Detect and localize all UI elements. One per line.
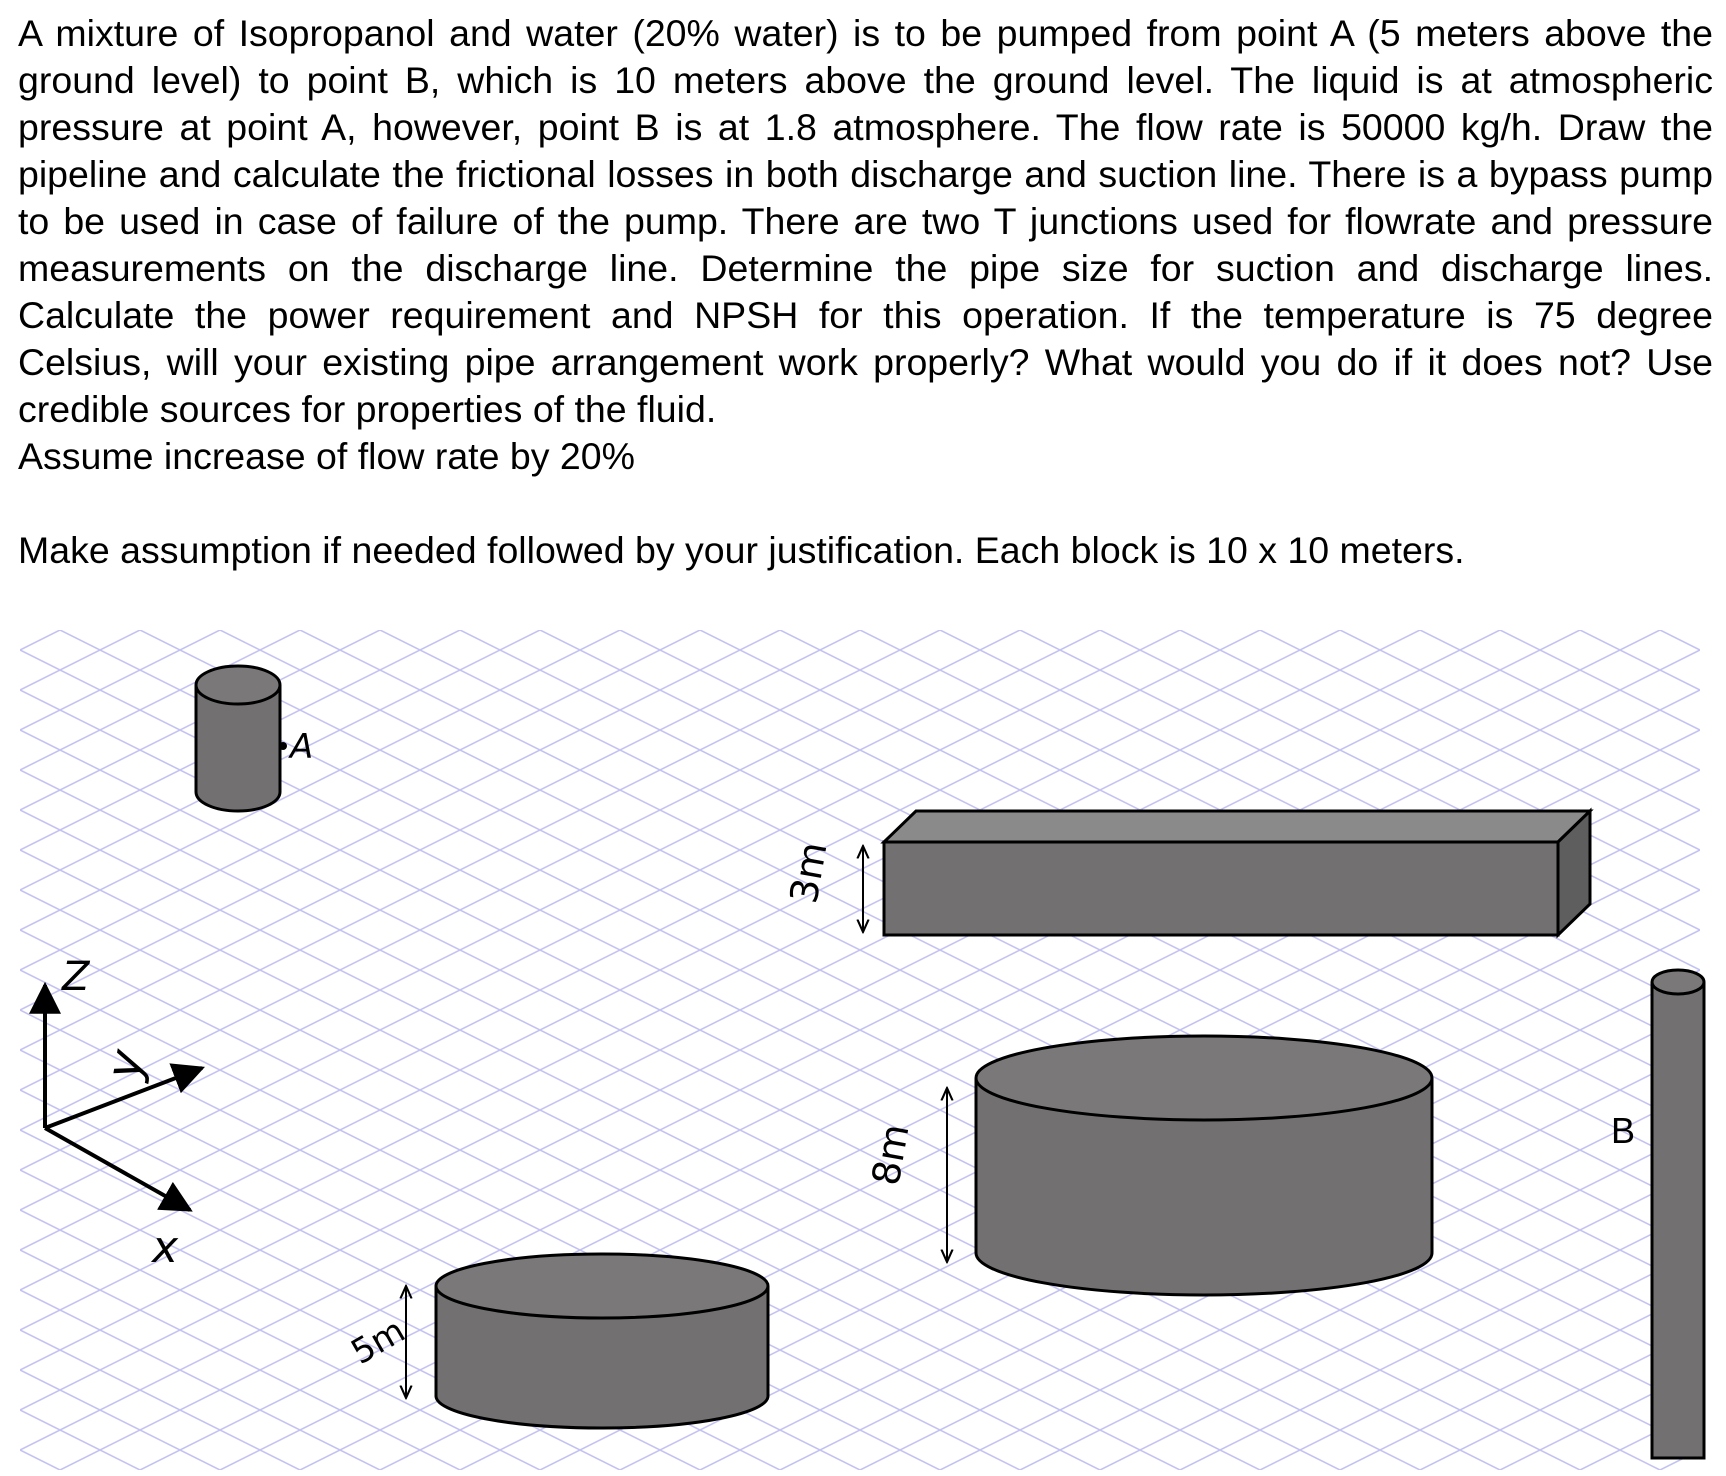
- grid-line: [20, 0, 1700, 650]
- axes: [45, 985, 202, 1210]
- grid-line: [20, 0, 1700, 570]
- grid-line: [20, 1010, 1700, 1476]
- point-a-label: A: [290, 727, 314, 767]
- vessel-a: [196, 666, 280, 811]
- grid-line: [20, 0, 1700, 730]
- grid-line: [20, 1010, 1700, 1476]
- grid-line: [20, 970, 1700, 1476]
- slab: [884, 811, 1590, 935]
- point-b-label: B: [1611, 1110, 1636, 1151]
- slab-top: [884, 811, 1590, 842]
- grid-line: [20, 0, 1700, 690]
- grid-line: [20, 1290, 1700, 1476]
- problem-paragraph: A mixture of Isopropanol and water (20% water) is to be pumped from point A (5 meters above the ground level) to point B, which is 10 meters above the ground level. The liquid is at atmospheric pressure at point A, however, point B is at 1.8 atmosphere. The flow rate is 50000 kg/h. Draw the pipeline and calculate the frictional losses in both discharge and suction line. There is a bypass pump to be used in case of failure of the pump. There are two T junctions used for flowrate and pressure measurements on the discharge line. Determine the pipe size for suction and discharge lines. Calculate the power requirement and NPSH for this operation. If the temperature is 75 degree Celsius, will your existing pipe arrangement work properly? What would you do if it does not? Use credible sources for properties of the fluid.: [18, 12, 1713, 430]
- grid-line: [20, 0, 1700, 410]
- grid-line: [20, 930, 1700, 1476]
- grid-line: [20, 1410, 1700, 1476]
- grid-line: [20, 0, 1700, 650]
- grid-line: [20, 1370, 1700, 1476]
- column-b-body: [1652, 982, 1704, 1458]
- assumption-line: Assume increase of flow rate by 20%: [18, 435, 635, 477]
- grid-line: [20, 1330, 1700, 1476]
- grid-line: [20, 0, 1700, 370]
- instruction-line: Make assumption if needed followed by your justification. Each block is 10 x 10 meters.: [18, 529, 1465, 571]
- slab-front: [884, 842, 1558, 935]
- axis-x: [45, 1128, 190, 1210]
- grid-line: [20, 1210, 1700, 1476]
- grid-line: [20, 0, 1700, 450]
- grid-line: [20, 1210, 1700, 1476]
- grid-line: [20, 930, 1700, 1476]
- grid-line: [20, 0, 1700, 570]
- grid-line: [20, 0, 1700, 330]
- grid-line: [20, 1410, 1700, 1476]
- grid-line: [20, 1290, 1700, 1476]
- grid-line: [20, 1130, 1700, 1476]
- grid-line: [20, 1130, 1700, 1476]
- grid-line: [20, 0, 1700, 770]
- grid-line: [20, 0, 1700, 610]
- grid-line: [20, 1050, 1700, 1476]
- grid-line: [20, 0, 1700, 450]
- grid-line: [20, 0, 1700, 610]
- grid-line: [20, 1090, 1700, 1476]
- large-tank: [976, 1036, 1432, 1295]
- grid-line: [20, 1450, 1700, 1476]
- grid-line: [20, 1090, 1700, 1476]
- grid-line: [20, 0, 1700, 530]
- grid-line: [20, 890, 1700, 1476]
- grid-line: [20, 850, 1700, 1476]
- slab-dim-label: 3m: [781, 838, 836, 907]
- vessel-a-top: [196, 666, 280, 704]
- grid-line: [20, 0, 1700, 730]
- grid-line: [20, 1370, 1700, 1476]
- grid-line: [20, 0, 1700, 770]
- grid-line: [20, 0, 1700, 330]
- grid-line: [20, 0, 1700, 490]
- grid-line: [20, 890, 1700, 1476]
- grid-line: [20, 0, 1700, 530]
- grid-line: [20, 0, 1700, 370]
- column-b: [1652, 970, 1704, 1458]
- grid-line: [20, 0, 1700, 690]
- grid-line: [20, 690, 1700, 1476]
- large-tank-top: [976, 1036, 1432, 1120]
- axis-y-label: y: [95, 1045, 156, 1084]
- axis-x-label: x: [152, 1222, 179, 1273]
- grid-line: [20, 0, 1700, 410]
- grid-line: [20, 690, 1700, 1476]
- grid-line: [20, 1330, 1700, 1476]
- grid-line: [20, 0, 1700, 290]
- grid-line: [20, 1050, 1700, 1476]
- small-tank-top: [436, 1254, 768, 1318]
- small-tank: [436, 1254, 768, 1428]
- axis-z-label: Z: [62, 954, 90, 1000]
- grid-line: [20, 970, 1700, 1476]
- large-tank-dim-label: 8m: [863, 1120, 918, 1189]
- point-a-dot: [279, 742, 287, 750]
- grid-line: [20, 0, 1700, 490]
- small-tank-dim-label: 5m: [344, 1310, 412, 1373]
- grid-line: [20, 850, 1700, 1476]
- column-b-top: [1652, 970, 1704, 994]
- grid-line: [20, 1450, 1700, 1476]
- grid-line: [20, 0, 1700, 290]
